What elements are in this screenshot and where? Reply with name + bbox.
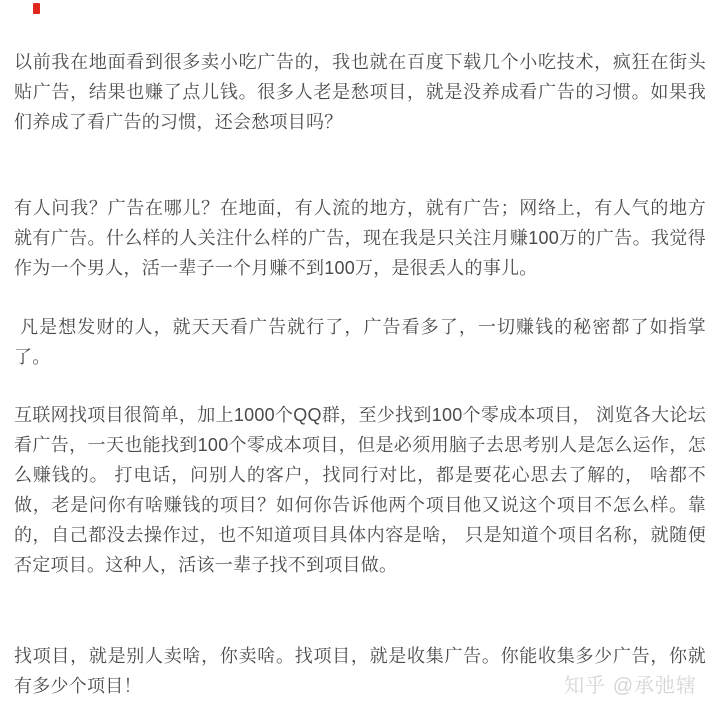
paragraph: 互联网找项目很简单，加上1000个QQ群，至少找到100个零成本项目， 浏览各大论坛看广告，一天也能找到100个零成本项目，但是必须用脑子去思考别人是怎么运作，怎么赚钱的。 打电话，问别人的客户，找同行对比，都是要花心思去了解的， 啥都不做，老是问你有啥赚钱的项目？如何你告诉他两个项目他又说这个项目不怎么样。靠的，自己都没去操作过，也不知道项目具体内容是啥， 只是知道个项目名称，就随便否定项目。这种人，活该一辈子找不到项目做。 [14,405,706,575]
paragraph: 找项目，就是别人卖啥，你卖啥。找项目，就是收集广告。你能收集多少广告，你就有多少个项目！ [14,646,706,696]
paragraph: 凡是想发财的人，就天天看广告就行了，广告看多了，一切赚钱的秘密都了如指掌了。 [14,317,706,367]
paragraph: 以前我在地面看到很多卖小吃广告的，我也就在百度下载几个小吃技术，疯狂在街头贴广告，结果也赚了点儿钱。很多人老是愁项目，就是没养成看广告的习惯。如果我们养成了看广告的习惯，还会愁项目吗？ [14,52,706,132]
zhihu-watermark: 知乎 @承弛辖 [564,675,697,697]
paragraph: 有人问我？广告在哪儿？在地面，有人流的地方，就有广告；网络上，有人气的地方就有广告。什么样的人关注什么样的广告，现在我是只关注月赚100万的广告。我觉得作为一个男人，活一辈子一个月赚不到100万，是很丢人的事儿。 [14,198,706,278]
